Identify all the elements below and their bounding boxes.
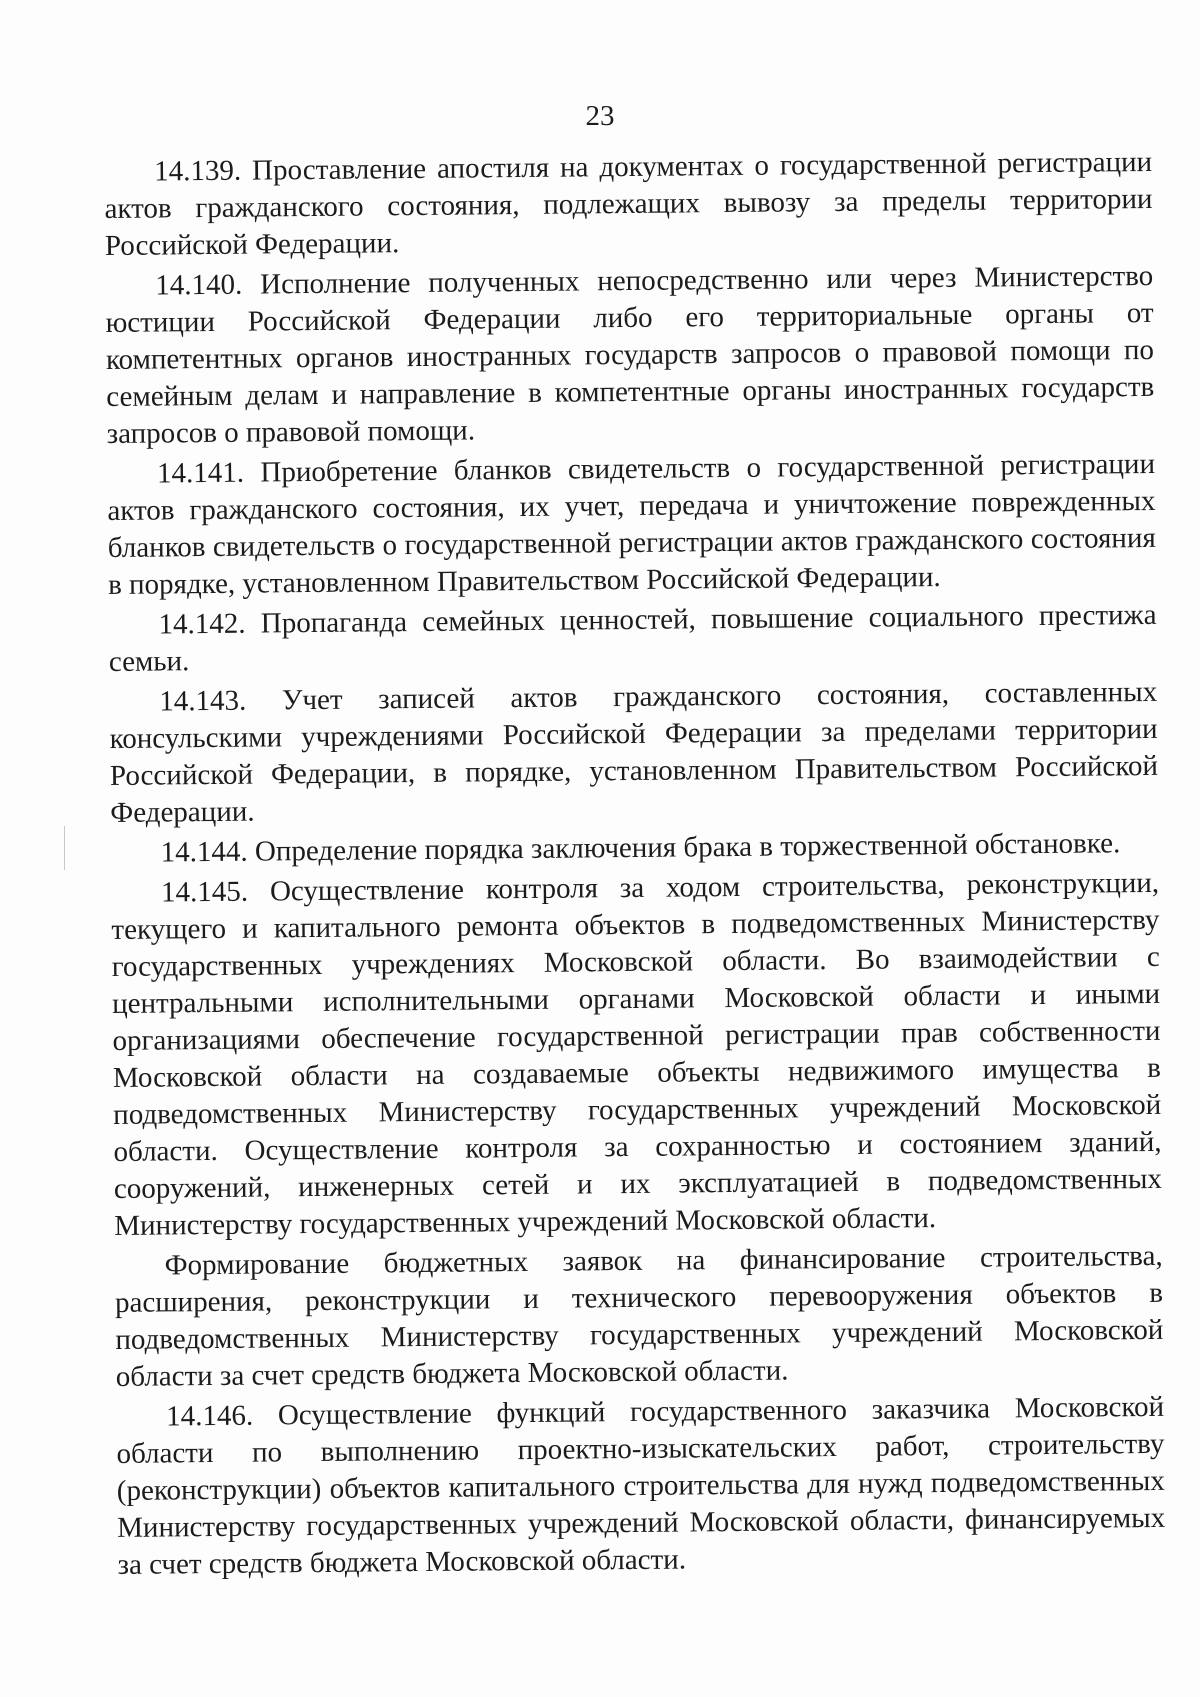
- paragraph-14-141: 14.141. Приобретение бланков свидетельств о государственной регистрации актов гражданского состояния, их учет, передача и уничтожение поврежденных бланков свидетельств о государственной регистрации актов гражданского состояния в порядке, установленном Правительством Российской Федерации.: [107, 447, 1156, 601]
- paragraph-14-146: 14.146. Осуществление функций государственного заказчика Московской области по выполнению проектно-изыскательских работ, строительству (реконструкции) объектов капитального строительства для нужд подведомственных Министерству государственных учреждений Московской области, финансируемых за счет средств бюджета Московской области.: [116, 1390, 1166, 1581]
- page-number: 23: [585, 100, 615, 132]
- paragraph-14-145-budget: Формирование бюджетных заявок на финансирование строительства, расширения, реконструкции и технического перевооружения объектов в подведомственных Министерству государственных учреждений Московской области за счет средств бюджета Московской области.: [114, 1239, 1164, 1393]
- paragraph-14-140: 14.140. Исполнение полученных непосредственно или через Министерство юстиции Российской Федерации либо его территориальные органы от компетентных органов иностранных государств запросов о правовой помощи по семейным делам и направление в компетентные органы иностранных государств запросов о правовой помощи.: [105, 259, 1155, 450]
- paragraph-14-143: 14.143. Учет записей актов гражданского состояния, составленных консульскими учреждениями Российской Федерации за пределами территории Российской Федерации, в порядке, установленном Правительством Российской Федерации.: [109, 675, 1159, 829]
- paragraph-14-139: 14.139. Проставление апостиля на документах о государственной регистрации актов гражданского состояния, подлежащих вывозу за пределы территории Российской Федерации.: [104, 145, 1153, 262]
- paragraph-14-142: 14.142. Пропаганда семейных ценностей, повышение социального престижа семьи.: [108, 598, 1157, 678]
- paragraph-14-144: 14.144. Определение порядка заключения брака в торжественной обстановке.: [160, 827, 1121, 869]
- margin-mark: [64, 826, 65, 870]
- paragraph-14-145: 14.145. Осуществление контроля за ходом строительства, реконструкции, текущего и капитального ремонта объектов в подведомственных Министерству государственных учреждениях Московской области. Во взаимодействии с центральными исполнительными органами Московской области и иными организациями обеспечение государственной регистрации прав собственности Московской области на создаваемые объекты недвижимого имущества в подведомственных Министерству государственных учреждений Московской области. Осуществление контроля за сохранностью и состоянием зданий, сооружений, инженерных сетей и их эксплуатацией в подведомственных Министерству государственных учреждений Московской области.: [111, 866, 1163, 1242]
- document-body: [104, 144, 1166, 1587]
